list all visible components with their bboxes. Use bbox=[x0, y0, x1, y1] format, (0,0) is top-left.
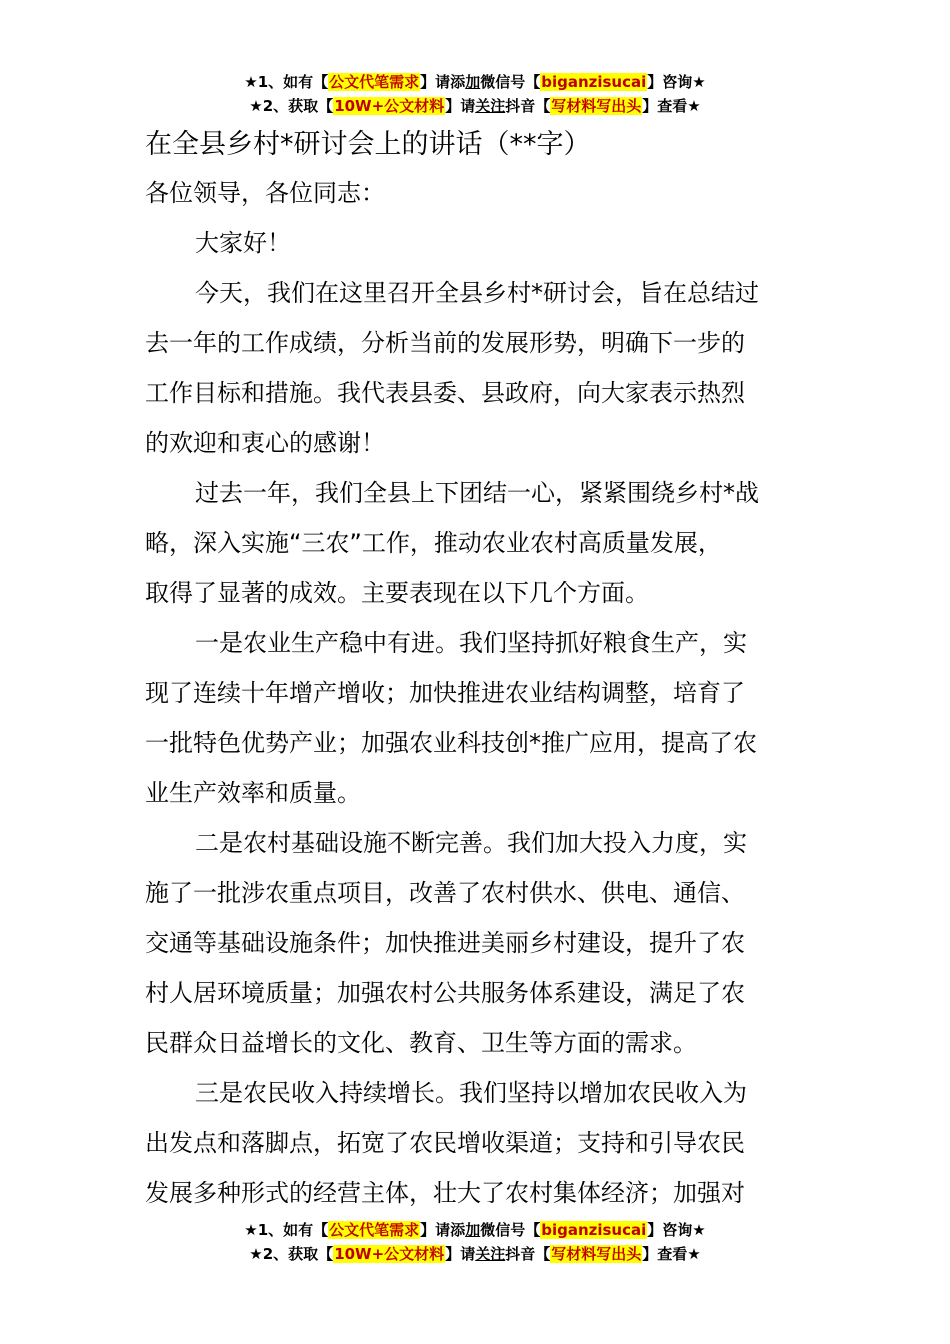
banner-text: 微信号【 bbox=[480, 73, 541, 91]
text-line: 略，深入实施“三农”工作，推动农业农村高质量发展， bbox=[145, 529, 722, 557]
paragraph bbox=[145, 618, 810, 818]
banner-text: 关注 bbox=[475, 1245, 506, 1263]
paragraph bbox=[145, 1068, 810, 1218]
banner-text: 抖音【 bbox=[505, 1245, 551, 1263]
banner-text: 】请添 bbox=[420, 1221, 466, 1239]
banner-line-2 bbox=[0, 94, 950, 118]
banner-text: 】请 bbox=[445, 1245, 476, 1263]
banner-text: ★1、如有【 bbox=[244, 1221, 329, 1239]
text-line: 工作目标和措施。我代表县委、县政府，向大家表示热烈 bbox=[145, 379, 745, 407]
banner-text: 关注 bbox=[475, 97, 506, 115]
banner-text: 】咨询★ bbox=[647, 1221, 706, 1239]
banner-text: ★2、获取【 bbox=[249, 1245, 334, 1263]
text-line: 的欢迎和衷心的感谢！ bbox=[145, 429, 385, 457]
banner-text: ★1、如有【 bbox=[244, 73, 329, 91]
text-line: 三是农民收入持续增长。我们坚持以增加农民收入为 bbox=[195, 1079, 747, 1107]
text-line: 二是农村基础设施不断完善。我们加大投入力度，实 bbox=[195, 829, 747, 857]
banner-highlight: 写材料写出头 bbox=[551, 97, 642, 115]
banner-text: 抖音【 bbox=[505, 97, 551, 115]
banner-line-1 bbox=[0, 1218, 950, 1242]
document-title: 在全县乡村*研讨会上的讲话（**字） bbox=[145, 129, 591, 160]
paragraph bbox=[145, 818, 810, 1068]
text-line: 施了一批涉农重点项目，改善了农村供水、供电、通信、 bbox=[145, 879, 745, 907]
banner-text: ★2、获取【 bbox=[249, 97, 334, 115]
document-body bbox=[145, 122, 810, 1218]
text-line: 业生产效率和质量。 bbox=[145, 779, 361, 807]
banner-text: 微信号【 bbox=[480, 1221, 541, 1239]
text-line: 出发点和落脚点，拓宽了农民增收渠道；支持和引导农民 bbox=[145, 1129, 745, 1157]
banner-text: 加 bbox=[465, 1221, 481, 1239]
text-line: 一批特色优势产业；加强农业科技创*推广应用，提高了农 bbox=[145, 729, 757, 757]
banner-text: 】咨询★ bbox=[647, 73, 706, 91]
banner-highlight: biganzisucai bbox=[541, 1221, 647, 1239]
paragraph bbox=[145, 468, 810, 618]
banner-text: 】请 bbox=[445, 97, 476, 115]
banner-line-1 bbox=[0, 70, 950, 94]
text-line: 发展多种形式的经营主体，壮大了农村集体经济；加强对 bbox=[145, 1179, 745, 1207]
banner-text: 】查看★ bbox=[642, 1245, 701, 1263]
text-line: 去一年的工作成绩，分析当前的发展形势，明确下一步的 bbox=[145, 329, 745, 357]
banner-line-2 bbox=[0, 1242, 950, 1266]
text-line: 交通等基础设施条件；加快推进美丽乡村建设，提升了农 bbox=[145, 929, 745, 957]
banner-text: 加 bbox=[465, 73, 481, 91]
header-banner bbox=[0, 70, 950, 118]
banner-highlight: 10W+公文材料 bbox=[334, 97, 445, 115]
banner-text: 】查看★ bbox=[642, 97, 701, 115]
footer-banner bbox=[0, 1218, 950, 1266]
salutation: 各位领导，各位同志： bbox=[145, 179, 385, 207]
banner-highlight: 公文代笔需求 bbox=[329, 73, 420, 91]
text-line: 一是农业生产稳中有进。我们坚持抓好粮食生产，实 bbox=[195, 629, 747, 657]
paragraph bbox=[145, 268, 810, 468]
text-line: 大家好！ bbox=[195, 229, 291, 257]
text-line: 过去一年，我们全县上下团结一心，紧紧围绕乡村*战 bbox=[195, 479, 759, 507]
text-line: 村人居环境质量；加强农村公共服务体系建设，满足了农 bbox=[145, 979, 745, 1007]
banner-highlight: 写材料写出头 bbox=[551, 1245, 642, 1263]
banner-highlight: biganzisucai bbox=[541, 73, 647, 91]
text-line: 民群众日益增长的文化、教育、卫生等方面的需求。 bbox=[145, 1029, 697, 1057]
text-line: 取得了显著的成效。主要表现在以下几个方面。 bbox=[145, 579, 649, 607]
text-line: 现了连续十年增产增收；加快推进农业结构调整，培育了 bbox=[145, 679, 745, 707]
banner-text: 】请添 bbox=[420, 73, 466, 91]
banner-highlight: 10W+公文材料 bbox=[334, 1245, 445, 1263]
banner-highlight: 公文代笔需求 bbox=[329, 1221, 420, 1239]
text-line: 今天，我们在这里召开全县乡村*研讨会，旨在总结过 bbox=[195, 279, 759, 307]
paragraph bbox=[145, 218, 810, 268]
